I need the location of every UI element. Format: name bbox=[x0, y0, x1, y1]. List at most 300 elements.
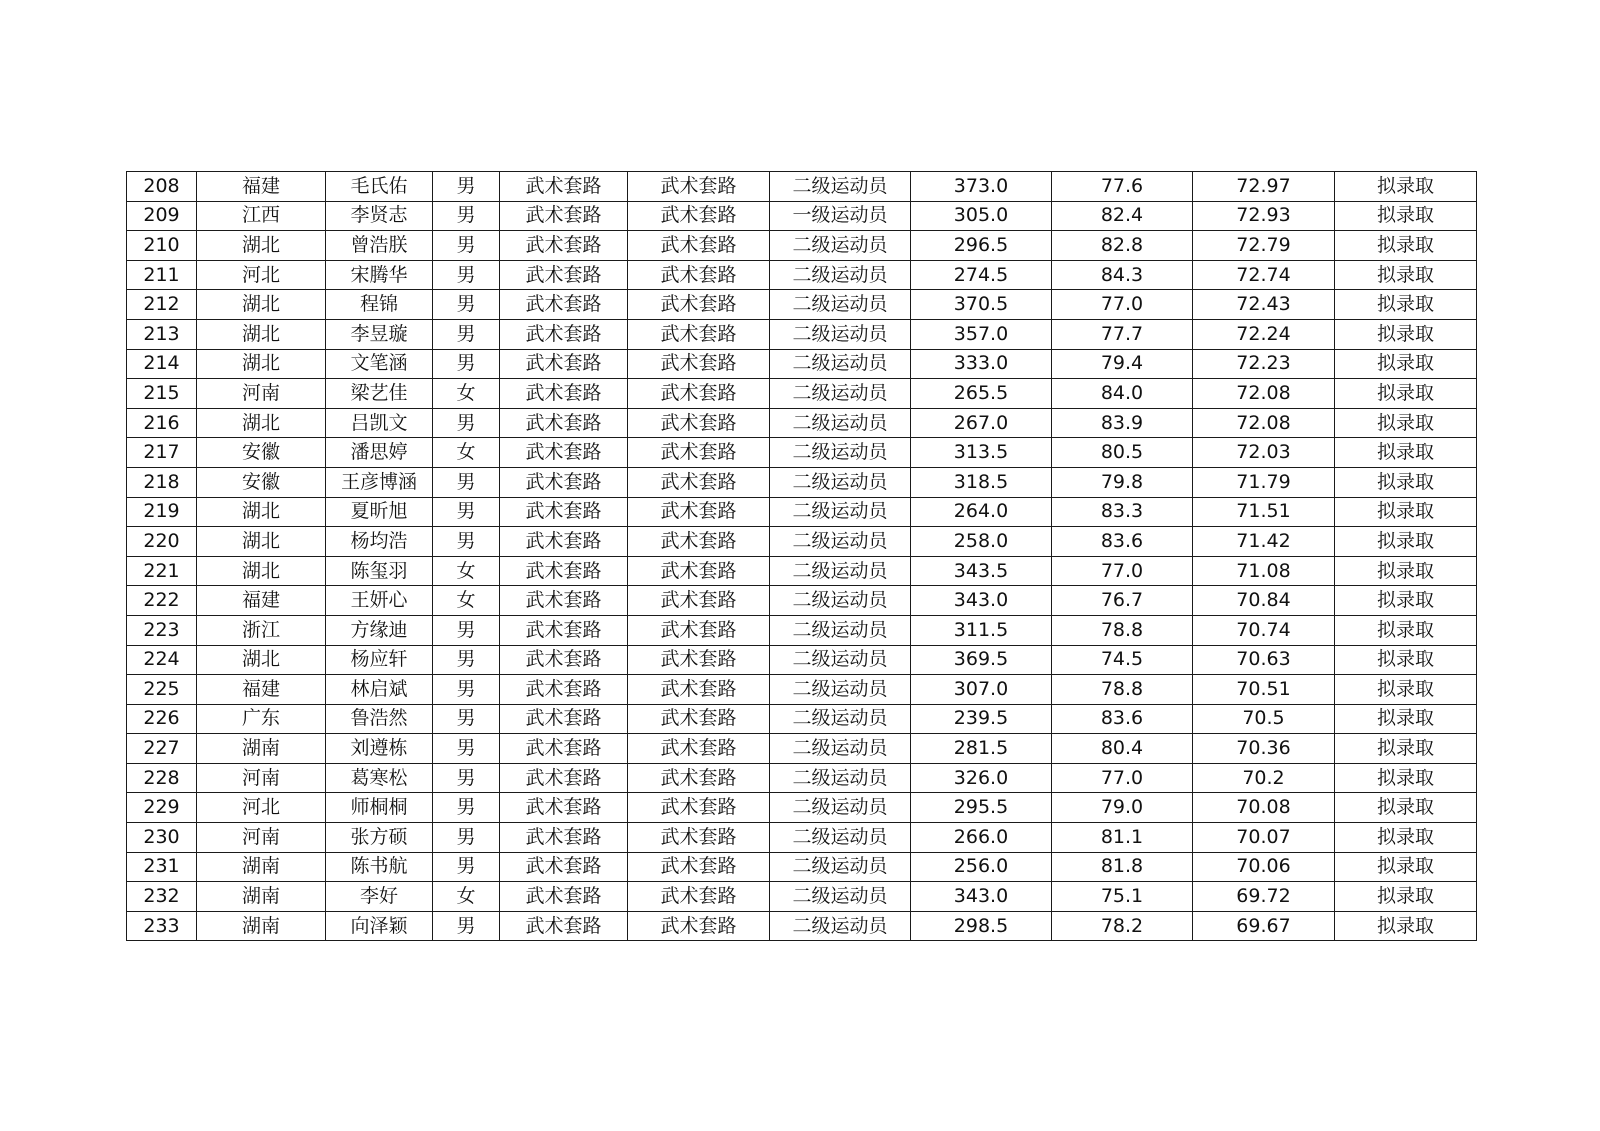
event-cell: 武术套路 bbox=[628, 882, 770, 912]
gender-cell: 男 bbox=[433, 527, 500, 557]
rank-cell: 219 bbox=[127, 497, 197, 527]
rank-cell: 208 bbox=[127, 172, 197, 202]
gender-cell: 男 bbox=[433, 290, 500, 320]
name-cell: 师桐桐 bbox=[326, 793, 433, 823]
rank-cell: 217 bbox=[127, 438, 197, 468]
rank-cell: 228 bbox=[127, 763, 197, 793]
athlete-level-cell: 二级运动员 bbox=[770, 645, 911, 675]
event-cell: 武术套路 bbox=[628, 349, 770, 379]
name-cell: 杨应轩 bbox=[326, 645, 433, 675]
gender-cell: 男 bbox=[433, 319, 500, 349]
total-score-cell: 72.08 bbox=[1193, 408, 1335, 438]
province-cell: 河北 bbox=[197, 260, 326, 290]
major-cell: 武术套路 bbox=[500, 319, 628, 349]
culture-score-cell: 318.5 bbox=[911, 467, 1052, 497]
status-cell: 拟录取 bbox=[1335, 615, 1477, 645]
status-cell: 拟录取 bbox=[1335, 852, 1477, 882]
status-cell: 拟录取 bbox=[1335, 675, 1477, 705]
name-cell: 文笔涵 bbox=[326, 349, 433, 379]
name-cell: 程锦 bbox=[326, 290, 433, 320]
total-score-cell: 72.23 bbox=[1193, 349, 1335, 379]
culture-score-cell: 265.5 bbox=[911, 379, 1052, 409]
culture-score-cell: 239.5 bbox=[911, 704, 1052, 734]
event-cell: 武术套路 bbox=[628, 615, 770, 645]
major-cell: 武术套路 bbox=[500, 527, 628, 557]
gender-cell: 女 bbox=[433, 379, 500, 409]
specialty-score-cell: 83.6 bbox=[1052, 704, 1193, 734]
status-cell: 拟录取 bbox=[1335, 704, 1477, 734]
status-cell: 拟录取 bbox=[1335, 556, 1477, 586]
athlete-level-cell: 二级运动员 bbox=[770, 675, 911, 705]
gender-cell: 男 bbox=[433, 704, 500, 734]
major-cell: 武术套路 bbox=[500, 231, 628, 261]
event-cell: 武术套路 bbox=[628, 172, 770, 202]
athlete-level-cell: 二级运动员 bbox=[770, 527, 911, 557]
status-cell: 拟录取 bbox=[1335, 586, 1477, 616]
province-cell: 湖北 bbox=[197, 290, 326, 320]
name-cell: 夏昕旭 bbox=[326, 497, 433, 527]
event-cell: 武术套路 bbox=[628, 231, 770, 261]
culture-score-cell: 305.0 bbox=[911, 201, 1052, 231]
specialty-score-cell: 79.8 bbox=[1052, 467, 1193, 497]
culture-score-cell: 266.0 bbox=[911, 823, 1052, 853]
total-score-cell: 72.43 bbox=[1193, 290, 1335, 320]
gender-cell: 男 bbox=[433, 467, 500, 497]
event-cell: 武术套路 bbox=[628, 793, 770, 823]
event-cell: 武术套路 bbox=[628, 497, 770, 527]
specialty-score-cell: 78.2 bbox=[1052, 911, 1193, 941]
athlete-level-cell: 二级运动员 bbox=[770, 231, 911, 261]
event-cell: 武术套路 bbox=[628, 823, 770, 853]
rank-cell: 209 bbox=[127, 201, 197, 231]
major-cell: 武术套路 bbox=[500, 408, 628, 438]
gender-cell: 男 bbox=[433, 408, 500, 438]
event-cell: 武术套路 bbox=[628, 734, 770, 764]
name-cell: 鲁浩然 bbox=[326, 704, 433, 734]
athlete-level-cell: 二级运动员 bbox=[770, 852, 911, 882]
total-score-cell: 70.07 bbox=[1193, 823, 1335, 853]
culture-score-cell: 281.5 bbox=[911, 734, 1052, 764]
major-cell: 武术套路 bbox=[500, 823, 628, 853]
major-cell: 武术套路 bbox=[500, 201, 628, 231]
rank-cell: 230 bbox=[127, 823, 197, 853]
province-cell: 福建 bbox=[197, 586, 326, 616]
athlete-level-cell: 二级运动员 bbox=[770, 319, 911, 349]
culture-score-cell: 370.5 bbox=[911, 290, 1052, 320]
rank-cell: 229 bbox=[127, 793, 197, 823]
table-row bbox=[127, 319, 1477, 349]
province-cell: 河南 bbox=[197, 763, 326, 793]
name-cell: 李贤志 bbox=[326, 201, 433, 231]
event-cell: 武术套路 bbox=[628, 645, 770, 675]
specialty-score-cell: 77.0 bbox=[1052, 290, 1193, 320]
rank-cell: 215 bbox=[127, 379, 197, 409]
culture-score-cell: 343.5 bbox=[911, 556, 1052, 586]
athlete-level-cell: 二级运动员 bbox=[770, 467, 911, 497]
athlete-level-cell: 二级运动员 bbox=[770, 349, 911, 379]
name-cell: 向泽颖 bbox=[326, 911, 433, 941]
name-cell: 梁艺佳 bbox=[326, 379, 433, 409]
specialty-score-cell: 80.4 bbox=[1052, 734, 1193, 764]
province-cell: 湖南 bbox=[197, 882, 326, 912]
culture-score-cell: 258.0 bbox=[911, 527, 1052, 557]
total-score-cell: 72.93 bbox=[1193, 201, 1335, 231]
province-cell: 广东 bbox=[197, 704, 326, 734]
total-score-cell: 72.08 bbox=[1193, 379, 1335, 409]
specialty-score-cell: 83.9 bbox=[1052, 408, 1193, 438]
specialty-score-cell: 84.3 bbox=[1052, 260, 1193, 290]
table-row bbox=[127, 823, 1477, 853]
gender-cell: 女 bbox=[433, 586, 500, 616]
table-row bbox=[127, 793, 1477, 823]
status-cell: 拟录取 bbox=[1335, 319, 1477, 349]
culture-score-cell: 313.5 bbox=[911, 438, 1052, 468]
province-cell: 湖北 bbox=[197, 319, 326, 349]
specialty-score-cell: 79.0 bbox=[1052, 793, 1193, 823]
athlete-level-cell: 二级运动员 bbox=[770, 497, 911, 527]
province-cell: 湖北 bbox=[197, 408, 326, 438]
event-cell: 武术套路 bbox=[628, 319, 770, 349]
athlete-level-cell: 二级运动员 bbox=[770, 911, 911, 941]
table-row bbox=[127, 438, 1477, 468]
athlete-level-cell: 二级运动员 bbox=[770, 556, 911, 586]
event-cell: 武术套路 bbox=[628, 586, 770, 616]
status-cell: 拟录取 bbox=[1335, 349, 1477, 379]
event-cell: 武术套路 bbox=[628, 260, 770, 290]
name-cell: 刘遵栋 bbox=[326, 734, 433, 764]
specialty-score-cell: 77.6 bbox=[1052, 172, 1193, 202]
culture-score-cell: 264.0 bbox=[911, 497, 1052, 527]
culture-score-cell: 274.5 bbox=[911, 260, 1052, 290]
rank-cell: 225 bbox=[127, 675, 197, 705]
rank-cell: 218 bbox=[127, 467, 197, 497]
athlete-level-cell: 二级运动员 bbox=[770, 586, 911, 616]
total-score-cell: 71.51 bbox=[1193, 497, 1335, 527]
total-score-cell: 71.79 bbox=[1193, 467, 1335, 497]
total-score-cell: 70.08 bbox=[1193, 793, 1335, 823]
table-row bbox=[127, 527, 1477, 557]
gender-cell: 男 bbox=[433, 763, 500, 793]
name-cell: 方缘迪 bbox=[326, 615, 433, 645]
total-score-cell: 69.72 bbox=[1193, 882, 1335, 912]
major-cell: 武术套路 bbox=[500, 497, 628, 527]
status-cell: 拟录取 bbox=[1335, 201, 1477, 231]
event-cell: 武术套路 bbox=[628, 467, 770, 497]
status-cell: 拟录取 bbox=[1335, 231, 1477, 261]
province-cell: 湖南 bbox=[197, 734, 326, 764]
name-cell: 潘思婷 bbox=[326, 438, 433, 468]
status-cell: 拟录取 bbox=[1335, 290, 1477, 320]
name-cell: 陈书航 bbox=[326, 852, 433, 882]
rank-cell: 216 bbox=[127, 408, 197, 438]
table-row bbox=[127, 290, 1477, 320]
gender-cell: 男 bbox=[433, 231, 500, 261]
province-cell: 浙江 bbox=[197, 615, 326, 645]
rank-cell: 220 bbox=[127, 527, 197, 557]
major-cell: 武术套路 bbox=[500, 852, 628, 882]
total-score-cell: 70.51 bbox=[1193, 675, 1335, 705]
province-cell: 安徽 bbox=[197, 438, 326, 468]
event-cell: 武术套路 bbox=[628, 763, 770, 793]
specialty-score-cell: 80.5 bbox=[1052, 438, 1193, 468]
rank-cell: 222 bbox=[127, 586, 197, 616]
specialty-score-cell: 78.8 bbox=[1052, 675, 1193, 705]
table-row bbox=[127, 260, 1477, 290]
major-cell: 武术套路 bbox=[500, 793, 628, 823]
rank-cell: 226 bbox=[127, 704, 197, 734]
total-score-cell: 69.67 bbox=[1193, 911, 1335, 941]
major-cell: 武术套路 bbox=[500, 734, 628, 764]
culture-score-cell: 343.0 bbox=[911, 586, 1052, 616]
status-cell: 拟录取 bbox=[1335, 438, 1477, 468]
specialty-score-cell: 81.8 bbox=[1052, 852, 1193, 882]
culture-score-cell: 256.0 bbox=[911, 852, 1052, 882]
rank-cell: 213 bbox=[127, 319, 197, 349]
total-score-cell: 70.06 bbox=[1193, 852, 1335, 882]
event-cell: 武术套路 bbox=[628, 527, 770, 557]
major-cell: 武术套路 bbox=[500, 615, 628, 645]
culture-score-cell: 267.0 bbox=[911, 408, 1052, 438]
total-score-cell: 70.2 bbox=[1193, 763, 1335, 793]
major-cell: 武术套路 bbox=[500, 675, 628, 705]
total-score-cell: 72.24 bbox=[1193, 319, 1335, 349]
culture-score-cell: 357.0 bbox=[911, 319, 1052, 349]
gender-cell: 男 bbox=[433, 823, 500, 853]
event-cell: 武术套路 bbox=[628, 201, 770, 231]
table-row bbox=[127, 882, 1477, 912]
name-cell: 林启斌 bbox=[326, 675, 433, 705]
event-cell: 武术套路 bbox=[628, 408, 770, 438]
culture-score-cell: 295.5 bbox=[911, 793, 1052, 823]
event-cell: 武术套路 bbox=[628, 290, 770, 320]
athlete-level-cell: 二级运动员 bbox=[770, 823, 911, 853]
name-cell: 李好 bbox=[326, 882, 433, 912]
gender-cell: 男 bbox=[433, 201, 500, 231]
event-cell: 武术套路 bbox=[628, 438, 770, 468]
total-score-cell: 72.03 bbox=[1193, 438, 1335, 468]
name-cell: 陈玺羽 bbox=[326, 556, 433, 586]
table-row bbox=[127, 734, 1477, 764]
status-cell: 拟录取 bbox=[1335, 793, 1477, 823]
province-cell: 河南 bbox=[197, 379, 326, 409]
gender-cell: 男 bbox=[433, 497, 500, 527]
culture-score-cell: 326.0 bbox=[911, 763, 1052, 793]
event-cell: 武术套路 bbox=[628, 704, 770, 734]
status-cell: 拟录取 bbox=[1335, 645, 1477, 675]
total-score-cell: 70.5 bbox=[1193, 704, 1335, 734]
major-cell: 武术套路 bbox=[500, 586, 628, 616]
table-row bbox=[127, 615, 1477, 645]
gender-cell: 男 bbox=[433, 260, 500, 290]
gender-cell: 男 bbox=[433, 645, 500, 675]
culture-score-cell: 333.0 bbox=[911, 349, 1052, 379]
total-score-cell: 72.97 bbox=[1193, 172, 1335, 202]
culture-score-cell: 296.5 bbox=[911, 231, 1052, 261]
table-row bbox=[127, 556, 1477, 586]
culture-score-cell: 343.0 bbox=[911, 882, 1052, 912]
major-cell: 武术套路 bbox=[500, 438, 628, 468]
gender-cell: 女 bbox=[433, 882, 500, 912]
rank-cell: 231 bbox=[127, 852, 197, 882]
name-cell: 吕凯文 bbox=[326, 408, 433, 438]
province-cell: 福建 bbox=[197, 675, 326, 705]
gender-cell: 男 bbox=[433, 734, 500, 764]
table-row bbox=[127, 201, 1477, 231]
specialty-score-cell: 82.4 bbox=[1052, 201, 1193, 231]
status-cell: 拟录取 bbox=[1335, 734, 1477, 764]
total-score-cell: 70.84 bbox=[1193, 586, 1335, 616]
athlete-level-cell: 二级运动员 bbox=[770, 260, 911, 290]
event-cell: 武术套路 bbox=[628, 556, 770, 586]
rank-cell: 221 bbox=[127, 556, 197, 586]
name-cell: 毛氏佑 bbox=[326, 172, 433, 202]
status-cell: 拟录取 bbox=[1335, 379, 1477, 409]
gender-cell: 男 bbox=[433, 349, 500, 379]
rank-cell: 232 bbox=[127, 882, 197, 912]
total-score-cell: 70.74 bbox=[1193, 615, 1335, 645]
event-cell: 武术套路 bbox=[628, 379, 770, 409]
athlete-level-cell: 二级运动员 bbox=[770, 438, 911, 468]
specialty-score-cell: 77.7 bbox=[1052, 319, 1193, 349]
province-cell: 湖北 bbox=[197, 497, 326, 527]
rank-cell: 224 bbox=[127, 645, 197, 675]
province-cell: 湖北 bbox=[197, 231, 326, 261]
event-cell: 武术套路 bbox=[628, 675, 770, 705]
rank-cell: 211 bbox=[127, 260, 197, 290]
culture-score-cell: 311.5 bbox=[911, 615, 1052, 645]
rank-cell: 210 bbox=[127, 231, 197, 261]
gender-cell: 男 bbox=[433, 615, 500, 645]
specialty-score-cell: 77.0 bbox=[1052, 763, 1193, 793]
major-cell: 武术套路 bbox=[500, 911, 628, 941]
specialty-score-cell: 75.1 bbox=[1052, 882, 1193, 912]
athlete-level-cell: 二级运动员 bbox=[770, 763, 911, 793]
specialty-score-cell: 74.5 bbox=[1052, 645, 1193, 675]
athlete-level-cell: 二级运动员 bbox=[770, 882, 911, 912]
admission-results-table bbox=[126, 171, 1477, 941]
total-score-cell: 70.63 bbox=[1193, 645, 1335, 675]
province-cell: 河北 bbox=[197, 793, 326, 823]
table-row bbox=[127, 408, 1477, 438]
specialty-score-cell: 83.6 bbox=[1052, 527, 1193, 557]
gender-cell: 男 bbox=[433, 675, 500, 705]
status-cell: 拟录取 bbox=[1335, 823, 1477, 853]
name-cell: 王彦博涵 bbox=[326, 467, 433, 497]
status-cell: 拟录取 bbox=[1335, 172, 1477, 202]
major-cell: 武术套路 bbox=[500, 260, 628, 290]
athlete-level-cell: 二级运动员 bbox=[770, 172, 911, 202]
status-cell: 拟录取 bbox=[1335, 497, 1477, 527]
name-cell: 曾浩朕 bbox=[326, 231, 433, 261]
province-cell: 湖南 bbox=[197, 852, 326, 882]
major-cell: 武术套路 bbox=[500, 379, 628, 409]
athlete-level-cell: 一级运动员 bbox=[770, 201, 911, 231]
table-body bbox=[127, 172, 1477, 941]
rank-cell: 233 bbox=[127, 911, 197, 941]
table-row bbox=[127, 586, 1477, 616]
specialty-score-cell: 82.8 bbox=[1052, 231, 1193, 261]
specialty-score-cell: 78.8 bbox=[1052, 615, 1193, 645]
status-cell: 拟录取 bbox=[1335, 911, 1477, 941]
major-cell: 武术套路 bbox=[500, 172, 628, 202]
gender-cell: 男 bbox=[433, 172, 500, 202]
major-cell: 武术套路 bbox=[500, 645, 628, 675]
rank-cell: 214 bbox=[127, 349, 197, 379]
gender-cell: 男 bbox=[433, 793, 500, 823]
status-cell: 拟录取 bbox=[1335, 527, 1477, 557]
total-score-cell: 71.08 bbox=[1193, 556, 1335, 586]
name-cell: 杨均浩 bbox=[326, 527, 433, 557]
athlete-level-cell: 二级运动员 bbox=[770, 704, 911, 734]
event-cell: 武术套路 bbox=[628, 852, 770, 882]
athlete-level-cell: 二级运动员 bbox=[770, 290, 911, 320]
province-cell: 湖南 bbox=[197, 911, 326, 941]
province-cell: 湖北 bbox=[197, 527, 326, 557]
specialty-score-cell: 77.0 bbox=[1052, 556, 1193, 586]
major-cell: 武术套路 bbox=[500, 349, 628, 379]
specialty-score-cell: 84.0 bbox=[1052, 379, 1193, 409]
total-score-cell: 71.42 bbox=[1193, 527, 1335, 557]
name-cell: 宋腾华 bbox=[326, 260, 433, 290]
name-cell: 李昱璇 bbox=[326, 319, 433, 349]
event-cell: 武术套路 bbox=[628, 911, 770, 941]
name-cell: 张方硕 bbox=[326, 823, 433, 853]
table-row bbox=[127, 704, 1477, 734]
table-row bbox=[127, 675, 1477, 705]
athlete-level-cell: 二级运动员 bbox=[770, 734, 911, 764]
athlete-level-cell: 二级运动员 bbox=[770, 379, 911, 409]
specialty-score-cell: 79.4 bbox=[1052, 349, 1193, 379]
specialty-score-cell: 83.3 bbox=[1052, 497, 1193, 527]
province-cell: 安徽 bbox=[197, 467, 326, 497]
specialty-score-cell: 81.1 bbox=[1052, 823, 1193, 853]
rank-cell: 223 bbox=[127, 615, 197, 645]
athlete-level-cell: 二级运动员 bbox=[770, 408, 911, 438]
table-row bbox=[127, 497, 1477, 527]
province-cell: 湖北 bbox=[197, 556, 326, 586]
major-cell: 武术套路 bbox=[500, 763, 628, 793]
athlete-level-cell: 二级运动员 bbox=[770, 615, 911, 645]
table-row bbox=[127, 172, 1477, 202]
name-cell: 葛寒松 bbox=[326, 763, 433, 793]
specialty-score-cell: 76.7 bbox=[1052, 586, 1193, 616]
major-cell: 武术套路 bbox=[500, 704, 628, 734]
major-cell: 武术套路 bbox=[500, 556, 628, 586]
major-cell: 武术套路 bbox=[500, 467, 628, 497]
status-cell: 拟录取 bbox=[1335, 260, 1477, 290]
total-score-cell: 70.36 bbox=[1193, 734, 1335, 764]
total-score-cell: 72.74 bbox=[1193, 260, 1335, 290]
total-score-cell: 72.79 bbox=[1193, 231, 1335, 261]
province-cell: 湖北 bbox=[197, 645, 326, 675]
major-cell: 武术套路 bbox=[500, 290, 628, 320]
culture-score-cell: 298.5 bbox=[911, 911, 1052, 941]
culture-score-cell: 373.0 bbox=[911, 172, 1052, 202]
table-row bbox=[127, 911, 1477, 941]
culture-score-cell: 307.0 bbox=[911, 675, 1052, 705]
name-cell: 王妍心 bbox=[326, 586, 433, 616]
status-cell: 拟录取 bbox=[1335, 467, 1477, 497]
province-cell: 江西 bbox=[197, 201, 326, 231]
athlete-level-cell: 二级运动员 bbox=[770, 793, 911, 823]
table-row bbox=[127, 645, 1477, 675]
culture-score-cell: 369.5 bbox=[911, 645, 1052, 675]
province-cell: 福建 bbox=[197, 172, 326, 202]
rank-cell: 227 bbox=[127, 734, 197, 764]
status-cell: 拟录取 bbox=[1335, 882, 1477, 912]
gender-cell: 女 bbox=[433, 438, 500, 468]
gender-cell: 女 bbox=[433, 556, 500, 586]
